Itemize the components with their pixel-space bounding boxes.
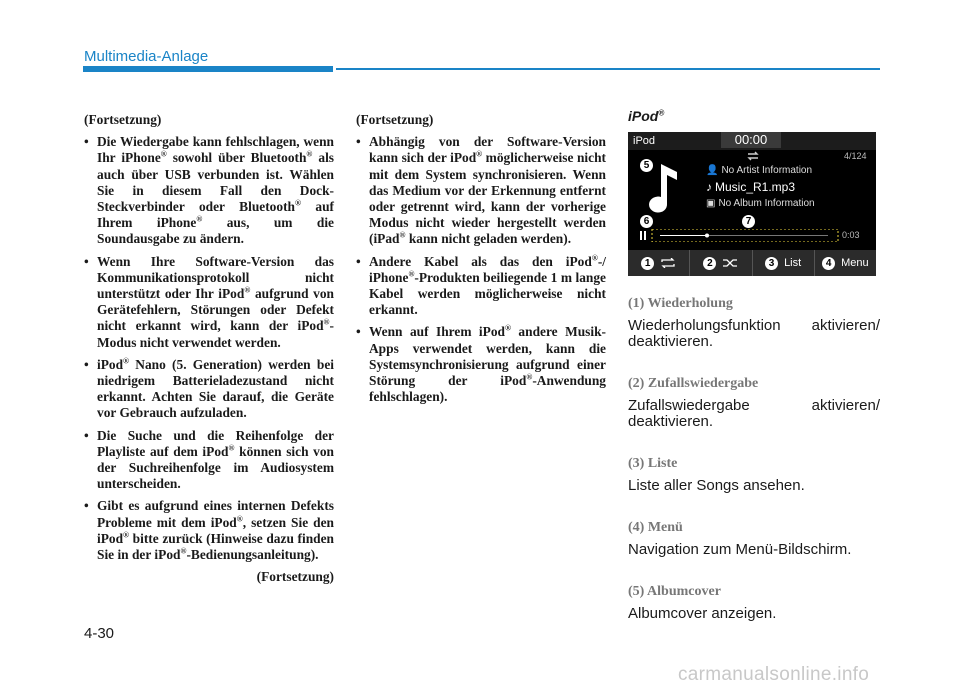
registered-mark: ® [399, 230, 406, 240]
registered-mark: ® [228, 443, 235, 453]
menu-button[interactable] [815, 250, 876, 276]
bullet-text: -Produkten beiliegende 1 m lange Kabel werden möglicherweise nicht erkannt. [369, 269, 606, 318]
registered-mark: ® [591, 253, 598, 263]
artist-row [706, 165, 812, 176]
definition-heading: (1) Wiederholung [628, 296, 733, 311]
definition-text: Wiederholungsfunktion aktivieren/ deaktivieren. [628, 317, 880, 350]
bullet-item [356, 134, 606, 247]
bullet-text: kann nicht geladen werden). [405, 231, 572, 247]
definition-list [628, 296, 880, 622]
registered-mark: ® [294, 198, 301, 208]
bullet-text: Wenn Ihre Software-Version das Kommunikationsprotokoll nicht unterstützt oder Ihr iPod [97, 253, 334, 302]
definition-text: Liste aller Songs ansehen. [628, 477, 805, 494]
album-row [706, 198, 815, 209]
registered-mark: ® [476, 149, 483, 159]
bullet-item [84, 428, 334, 493]
button-label: List [784, 257, 802, 269]
bullet-text: -Bedienungsanleitung). [186, 547, 319, 563]
album-icon: ▣ [706, 198, 716, 209]
button-number: 3 [765, 257, 778, 270]
bullet-text: aufgrund von Gerätefehlern, Störungen oder Defekt nicht erkannt wird, kann der iPod [97, 286, 335, 334]
header-rule-thick [83, 66, 333, 72]
bullet-text: -/ iPhone [369, 253, 606, 285]
bullet-text: Die Suche und die Reihenfolge der Playliste auf dem iPod [97, 427, 334, 459]
registered-mark: ® [123, 530, 130, 540]
registered-mark: ® [196, 214, 203, 224]
bullet-text: auf Ihrem iPhone [97, 199, 335, 231]
bullet-item [84, 254, 334, 351]
bullet-text: Andere Kabel als das den iPod [369, 253, 592, 269]
bullet-text: als auch über USB verbunden ist. Wählen Sie in diesem Fall den Dock-Steckverbinder oder Bluetooth [97, 150, 334, 215]
artist-text: No Artist Information [721, 165, 813, 176]
bullet-item [356, 324, 606, 405]
registered-mark: ® [244, 285, 251, 295]
track-count: 4/124 [844, 151, 867, 161]
bullet-list [84, 134, 334, 563]
album-text: No Album Information [718, 198, 815, 209]
definition-text: Navigation zum Menü-Bildschirm. [628, 541, 852, 558]
bullet-text: Wenn auf Ihrem iPod [369, 324, 505, 340]
definition-heading: (4) Menü [628, 520, 683, 535]
bullet-text: Gibt es aufgrund eines internen Defekts Probleme mit dem iPod [97, 498, 334, 530]
bullet-text: -Modus nicht verwendet werden. [97, 318, 334, 350]
time-display: 00:00 [721, 132, 781, 148]
button-number: 1 [641, 257, 654, 270]
bullet-item [84, 357, 334, 422]
bullet-text: Abhängig von der Software-Version kann sich der iPod [369, 134, 606, 166]
registered-mark: ® [504, 323, 511, 333]
person-icon: 👤 [706, 165, 719, 176]
bullet-list [356, 134, 606, 405]
bullet-item [356, 254, 606, 319]
registered-mark: ® [236, 514, 243, 524]
registered-mark: ® [123, 356, 130, 366]
continued-label: (Fortsetzung) [84, 112, 162, 127]
song-row [706, 180, 795, 194]
button-number: 2 [703, 257, 716, 270]
bullet-text: möglicherweise nicht mit dem System synchronisieren. Wenn das Medium vor der Erkennung entfernt oder getrennt wird, kann der vorherige Modus nicht wieder hergestellt werden (iPad [369, 150, 606, 247]
callout-badge-5: 5 [640, 159, 653, 172]
callout-badge-6: 6 [640, 215, 653, 228]
bullet-text: -Anwendung fehlschlagen). [369, 373, 606, 405]
header-rule-thin [336, 68, 880, 70]
column-middle [356, 112, 606, 411]
definition-text: Albumcover anzeigen. [628, 605, 777, 622]
registered-mark: ® [408, 269, 415, 279]
repeat-status-icon [746, 151, 760, 161]
repeat-button[interactable] [628, 250, 690, 276]
section-title [628, 108, 880, 124]
bullet-text: sowohl über Bluetooth [166, 150, 307, 166]
elapsed-time: 0:03 [842, 230, 860, 240]
callout-badge-7: 7 [742, 215, 755, 228]
registered-mark: ® [306, 149, 313, 159]
bullet-text: aus, um die Soundausgabe zu ändern. [97, 215, 334, 247]
repeat-icon [660, 258, 676, 268]
song-search-icon: ♪ [706, 180, 712, 194]
continued-end-label: (Fortsetzung) [256, 569, 334, 585]
button-label: Menu [841, 257, 869, 269]
bullet-text: Die Wiedergabe kann fehlschlagen, wenn Ihr iPhone [97, 134, 334, 166]
bullet-item [84, 134, 334, 247]
progress-bar[interactable] [640, 229, 868, 242]
column-left [84, 112, 334, 585]
list-button[interactable] [753, 250, 815, 276]
registered-mark: ® [658, 108, 665, 118]
column-right [628, 108, 880, 648]
song-text: Music_R1.mp3 [715, 180, 796, 194]
continued-label: (Fortsetzung) [356, 112, 434, 127]
bullet-text: können sich von der Suchreihenfolge im Audiosystem unterscheiden. [97, 443, 334, 492]
bullet-text: iPod [97, 356, 124, 372]
shuffle-icon [722, 258, 738, 268]
registered-mark: ® [180, 546, 187, 556]
shuffle-button[interactable] [690, 250, 752, 276]
bullet-text: andere Musik-Apps verwendet werden, kann die Systemsynchronisierung aufgrund einer Störung der iPod [369, 324, 606, 389]
bullet-text: bitte zurück (Hinweise dazu finden Sie in der iPod [97, 530, 334, 563]
definition-heading: (3) Liste [628, 456, 678, 471]
bullet-text: Nano (5. Generation) werden bei niedrigem Batterieladezustand nicht erkannt. Achten Sie darauf, die Geräte vor Gebrauch aufzuladen. [97, 356, 334, 421]
section-title-text: iPod [628, 108, 659, 124]
bullet-text: , setzen Sie den iPod [97, 514, 334, 546]
registered-mark: ® [323, 317, 330, 327]
definition-heading: (5) Albumcover [628, 584, 721, 599]
registered-mark: ® [526, 372, 533, 382]
watermark-text: carmanualsonline.info [678, 664, 870, 685]
section-header-title: Multimedia-Anlage [84, 48, 209, 65]
control-button-bar [628, 250, 876, 276]
button-number: 4 [822, 257, 835, 270]
definition-text: Zufallswiedergabe aktivieren/ deaktivieren. [628, 397, 880, 430]
registered-mark: ® [160, 149, 167, 159]
source-label: iPod [633, 135, 656, 147]
ipod-screen-figure [628, 132, 876, 276]
progress-area [640, 229, 868, 242]
definition-heading: (2) Zufallswiedergabe [628, 376, 759, 391]
bullet-item [84, 498, 334, 563]
page-number: 4-30 [84, 625, 115, 642]
